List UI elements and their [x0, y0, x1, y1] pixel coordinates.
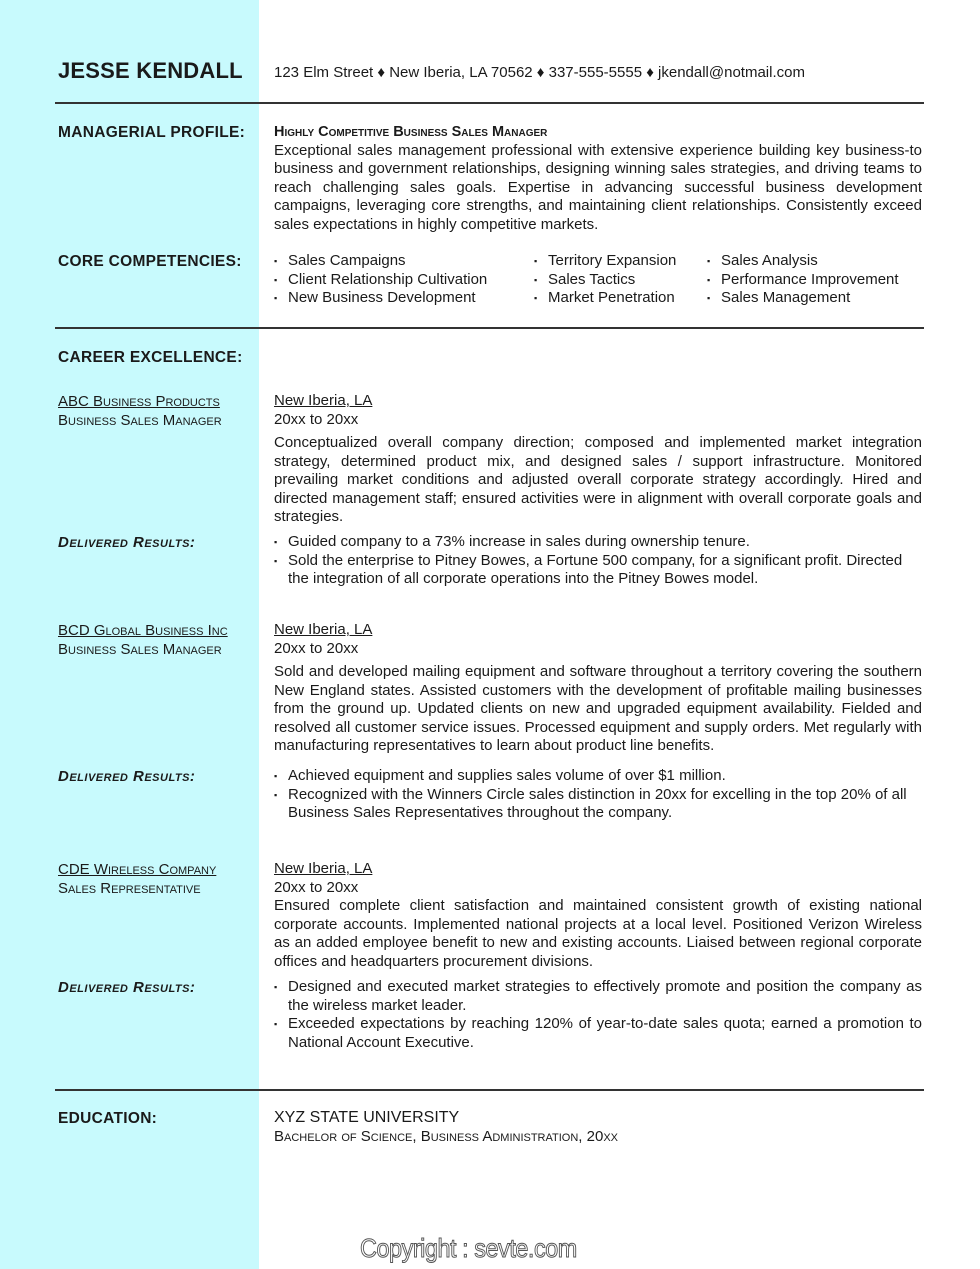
contact-info: 123 Elm Street ♦ New Iberia, LA 70562 ♦ 337-555-5555 ♦ jkendall@notmail.com [274, 64, 805, 81]
degree: Bachelor of Science, Business Administration, 20xx [274, 1127, 618, 1145]
delivered-results-label: Delivered Results: [58, 979, 196, 996]
job-title: Sales Representative [58, 880, 201, 897]
competency-item: ▪ New Business Development [274, 289, 534, 308]
company-name: ABC Business Products [58, 393, 220, 410]
competency-item: ▪ Sales Analysis [707, 252, 899, 271]
competency-column [274, 252, 534, 308]
results-list [274, 978, 922, 1052]
competency-column [707, 252, 899, 308]
company-name: CDE Wireless Company [58, 861, 217, 878]
job-details [274, 621, 922, 756]
school-name: XYZ STATE UNIVERSITY [274, 1109, 460, 1126]
job-company-block [58, 621, 228, 659]
competency-item: ▪ Performance Improvement [707, 271, 899, 290]
job-description: Sold and developed mailing equipment and software throughout a territory covering the southern New England states. Assisted customers with the development of profitable mailing businesses from the ground up. Updated clients on new and upgraded equipment availability. Fielded and resolved all customer service issues. Processed equipment and supply orders. Met regularly with manufacturing representatives to learn about product line benefits. [274, 663, 922, 754]
competency-item: ▪ Sales Tactics [534, 271, 707, 290]
result-item: ▪ Exceeded expectations by reaching 120% of year-to-date sales quota; earned a promotion to National Account Executive. [274, 1015, 922, 1052]
company-name: BCD Global Business Inc [58, 622, 228, 639]
competency-item: ▪ Territory Expansion [534, 252, 707, 271]
competency-item: ▪ Client Relationship Cultivation [274, 271, 534, 290]
result-item: ▪ Guided company to a 73% increase in sales during ownership tenure. [274, 533, 922, 552]
results-list [274, 767, 922, 823]
results-list [274, 533, 922, 589]
job-description: Ensured complete client satisfaction and maintained consistent growth of existing national corporate accounts. Implemented national projects at a local level. Positioned Verizon Wireless as an added employee benefit to new and existing accounts. Liaised between regional corporate offices and headquarters procurement divisions. [274, 897, 922, 970]
profile-headline: Highly Competitive Business Sales Manager [274, 124, 548, 140]
job-dates: 20xx to 20xx [274, 410, 359, 428]
job-location: New Iberia, LA [274, 860, 373, 877]
job-title: Business Sales Manager [58, 412, 222, 429]
career-label: CAREER EXCELLENCE: [58, 349, 243, 366]
result-item: ▪ Recognized with the Winners Circle sales distinction in 20xx for excelling in the top 20% of all Business Sales Representatives throughout the company. [274, 786, 922, 823]
divider [55, 102, 924, 104]
competencies-list [274, 252, 922, 308]
job-company-block [58, 392, 222, 430]
profile-text: Exceptional sales management professional with extensive experience building key business-to business and government relationships, designing winning sales strategies, and driving teams to reach challenging sales goals. Expertise in advancing successful business development campaigns, leveraging core strengths, and maintaining client relationships. Consistently exceed sales expectations in highly competitive markets. [274, 141, 922, 233]
competency-column [534, 252, 707, 308]
competency-item: ▪ Sales Campaigns [274, 252, 534, 271]
divider [55, 327, 924, 329]
job-details [274, 860, 922, 971]
profile-section [274, 123, 922, 234]
job-company-block [58, 860, 216, 898]
competencies-label: CORE COMPETENCIES: [58, 253, 242, 270]
education-details [274, 1109, 922, 1146]
job-description: Conceptualized overall company direction; composed and implemented market integration strategy, determined product mix, and designed sales / support infrastructure. Monitored prevailing market conditions and adjusted overall corporate strategy accordingly. Hired and directed management staff; ensured activities were in alignment with overall corporate goals and strategies. [274, 434, 922, 525]
divider [55, 1089, 924, 1091]
competency-item: ▪ Sales Management [707, 289, 899, 308]
job-dates: 20xx to 20xx [274, 878, 359, 896]
job-location: New Iberia, LA [274, 392, 373, 409]
result-item: ▪ Achieved equipment and supplies sales volume of over $1 million. [274, 767, 922, 786]
result-item: ▪ Designed and executed market strategies to effectively promote and position the company as the wireless market leader. [274, 978, 922, 1015]
competency-item: ▪ Market Penetration [534, 289, 707, 308]
job-title: Business Sales Manager [58, 641, 222, 658]
delivered-results-label: Delivered Results: [58, 534, 196, 551]
copyright-watermark: Copyright : sevte.com [360, 1233, 577, 1263]
candidate-name: JESSE KENDALL [58, 58, 243, 83]
delivered-results-label: Delivered Results: [58, 768, 196, 785]
job-dates: 20xx to 20xx [274, 639, 359, 657]
profile-label: MANAGERIAL PROFILE: [58, 124, 246, 141]
job-details [274, 392, 922, 527]
education-label: EDUCATION: [58, 1110, 158, 1127]
result-item: ▪ Sold the enterprise to Pitney Bowes, a Fortune 500 company, for a significant profit. Directed the integration of all corporate operations into the Pitney Bowes model. [274, 552, 922, 589]
job-location: New Iberia, LA [274, 621, 373, 638]
